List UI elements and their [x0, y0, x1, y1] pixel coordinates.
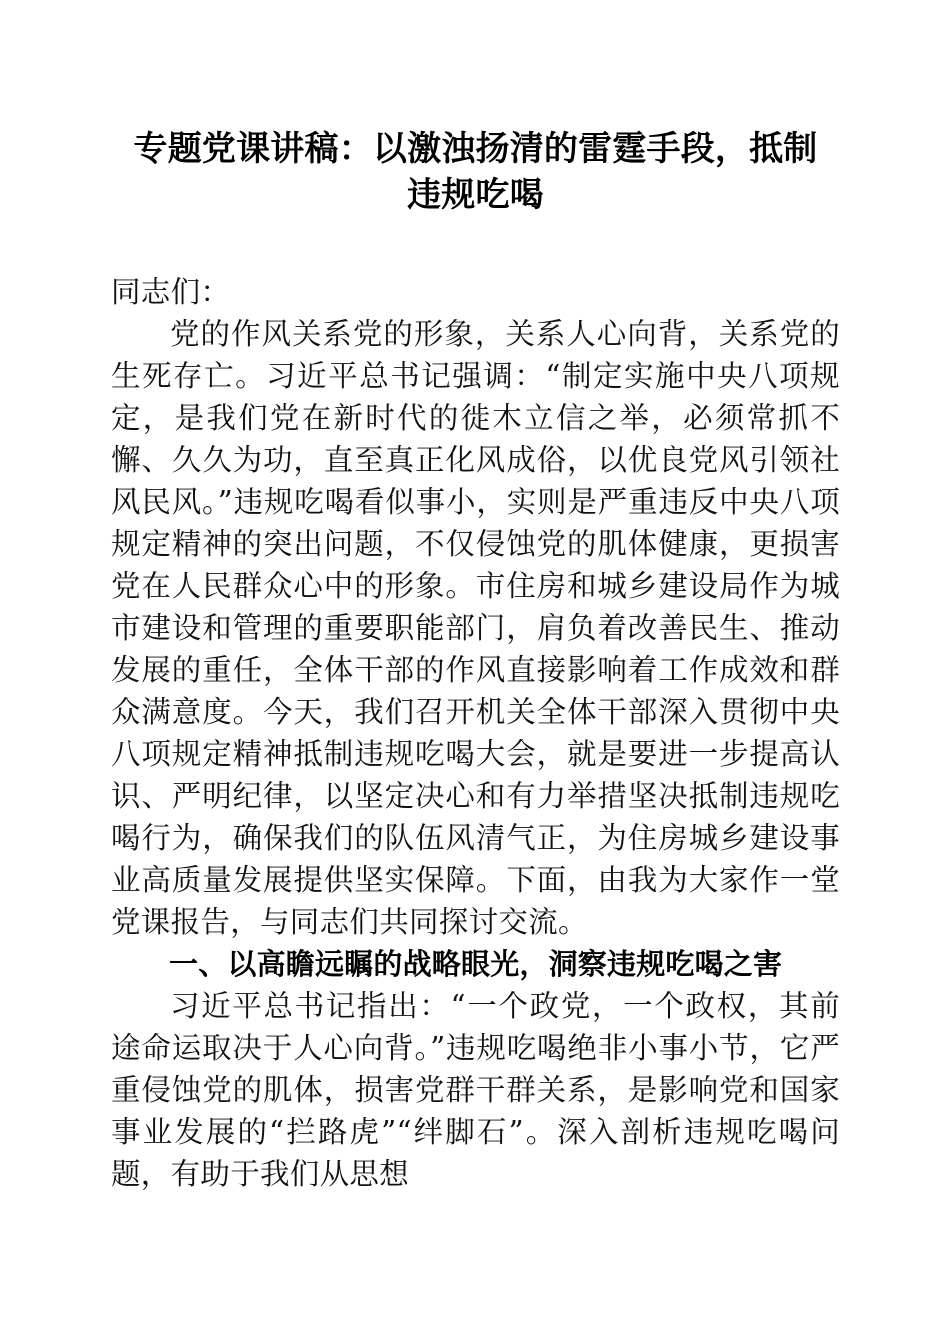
title-line-2: 违规吃喝: [407, 177, 544, 214]
page-title: [111, 0, 840, 219]
salutation-text: 同志们：: [111, 275, 231, 309]
section-heading-1: 一、以高瞻远瞩的战略眼光，洞察违规吃喝之害: [169, 947, 783, 981]
document-content: [111, 0, 840, 1195]
body-paragraph-1: 党的作风关系党的形象，关系人心向背，关系党的生死存亡。习近平总书记强调：“制定实施中央八项规定，是我们党在新时代的徙木立信之举，必须常抓不懈、久久为功，直至真正化风成俗，以优良党风引领社风民风。”违规吃喝看似事小，实则是严重违反中央八项规定精神的突出问题，不仅侵蚀党的肌体健康，更损害党在人民群众心中的形象。市住房和城乡建设局作为城市建设和管理的重要职能部门，肩负着改善民生、推动发展的重任，全体干部的作风直接影响着工作成效和群众满意度。今天，我们召开机关全体干部深入贯彻中央八项规定精神抵制违规吃喝大会，就是要进一步提高认识、严明纪律，以坚定决心和有力举措坚决抵制违规吃喝行为，确保我们的队伍风清气正，为住房城乡建设事业高质量发展提供坚实保障。下面，由我为大家作一堂党课报告，与同志们共同探讨交流。: [111, 317, 840, 939]
title-line-1: 专题党课讲稿：以激浊扬清的雷霆手段，抵制: [133, 131, 818, 168]
body-paragraph-2: 习近平总书记指出：“一个政党，一个政权，其前途命运取决于人心向背。”违规吃喝绝非小事小节，它严重侵蚀党的肌体，损害党群干群关系，是影响党和国家事业发展的“拦路虎”“绊脚石”。深入剖析违规吃喝问题，有助于我们从思想: [111, 989, 840, 1191]
